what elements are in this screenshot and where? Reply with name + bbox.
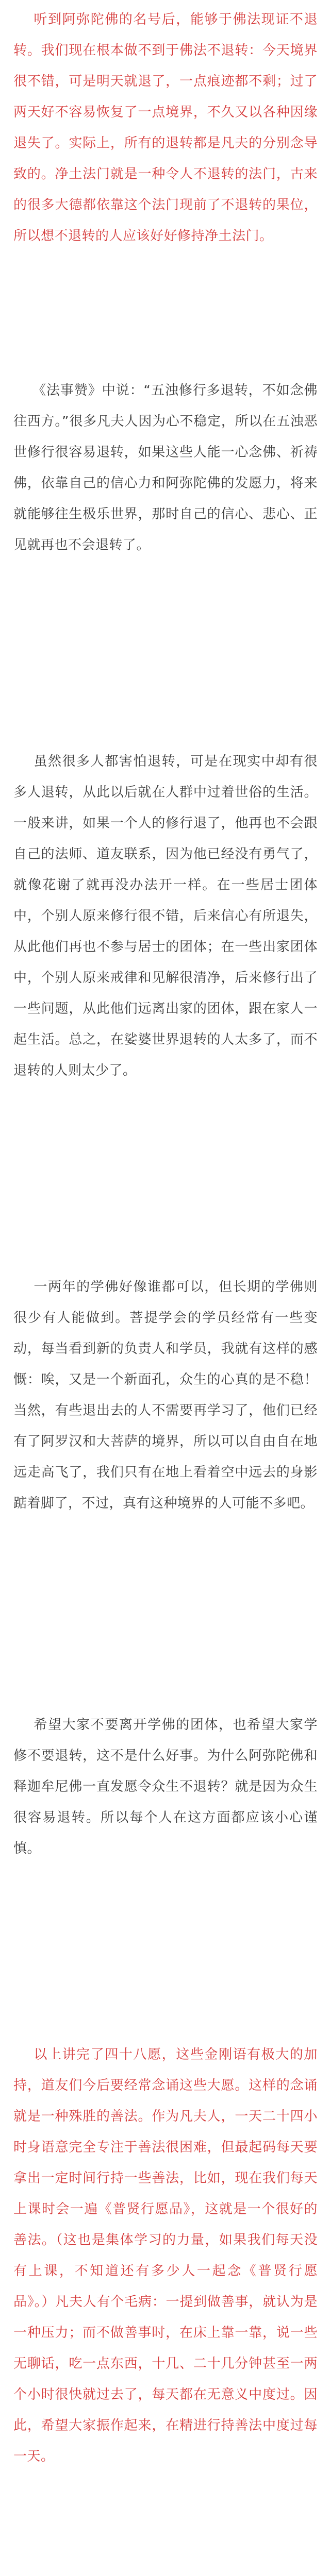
paragraph-3: 虽然很多人都害怕退转，可是在现实中却有很多人退转，从此以后就在人群中过着世俗的生活。一般来讲，如果一个人的修行退了，他再也不会跟自己的法师、道友联系，因为他已经没有勇气了，就像花谢了就再没办法开一样。在一些居士团体中，个别人原来修行很不错，后来信心有所退失，从此他们再也不参与居士的团体；在一些出家团体中，个别人原来戒律和见解很清净，后来修行出了一些问题，从此他们远离出家的团体，跟在家人一起生活。总之，在娑婆世界退转的人太多了，而不退转的人则太少了。 [13,754,318,1078]
paragraph-5: 希望大家不要离开学佛的团体，也希望大家学修不要退转，这不是什么好事。为什么阿弥陀佛和释迦牟尼佛一直发愿令众生不退转？就是因为众生很容易退转。所以每个人在这方面都应该小心谨慎。 [13,1717,318,1856]
paragraph-4: 一两年的学佛好像谁都可以，但长期的学佛则很少有人能做到。菩提学会的学员经常有一些变动，每当看到新的负责人和学员，我就有这样的感慨：唉，又是一个新面孔，众生的心真的是不稳！当然，有些退出去的人不需要再学习了，他们已经有了阿罗汉和大菩萨的境界，所以可以自由自在地远走高飞了，我们只有在地上看着空中远去的身影踮着脚了，不过，真有这种境界的人可能不多吧。 [13,1279,318,1511]
paragraph-2: 《法事赞》中说：“五浊修行多退转，不如念佛往西方。”很多凡夫人因为心不稳定，所以在五浊恶世修行很容易退转，如果这些人能一心念佛、祈祷佛，依靠自己的信心力和阿弥陀佛的发愿力，将来就能够往生极乐世界，那时自己的信心、悲心、正见就再也不会退转了。 [13,383,318,553]
paragraph-6: 以上讲完了四十八愿，这些金刚语有极大的加持，道友们今后要经常念诵这些大愿。这样的念诵就是一种殊胜的善法。作为凡夫人，一天二十四小时身语意完全专注于善法很困难，但最起码每天要拿出一定时间行持一些善法，比如，现在我们每天上课时会一遍《普贤行愿品》，这就是一个很好的善法。（这也是集体学习的力量，如果我们每天没有上课，不知道还有多少人一起念《普贤行愿品》。）凡夫人有个毛病：一提到做善事，就认为是一种压力；而不做善事时，在床上靠一靠，说一些无聊话，吃一点东西，十几、二十几分钟甚至一两个小时很快就过去了，每天都在无意义中度过。因此，希望大家振作起来，在精进行持善法中度过每一天。 [13,2047,318,2464]
paragraph-1: 听到阿弥陀佛的名号后，能够于佛法现证不退转。我们现在根本做不到于佛法不退转：今天境界很不错，可是明天就退了，一点痕迹都不剩；过了两天好不容易恢复了一点境界，不久又以各种因缘退失了。实际上，所有的退转都是凡夫的分别念导致的。净土法门就是一种令人不退转的法门，古来的很多大德都依靠这个法门现前了不退转的果位，所以想不退转的人应该好好修持净土法门。 [13,12,318,244]
